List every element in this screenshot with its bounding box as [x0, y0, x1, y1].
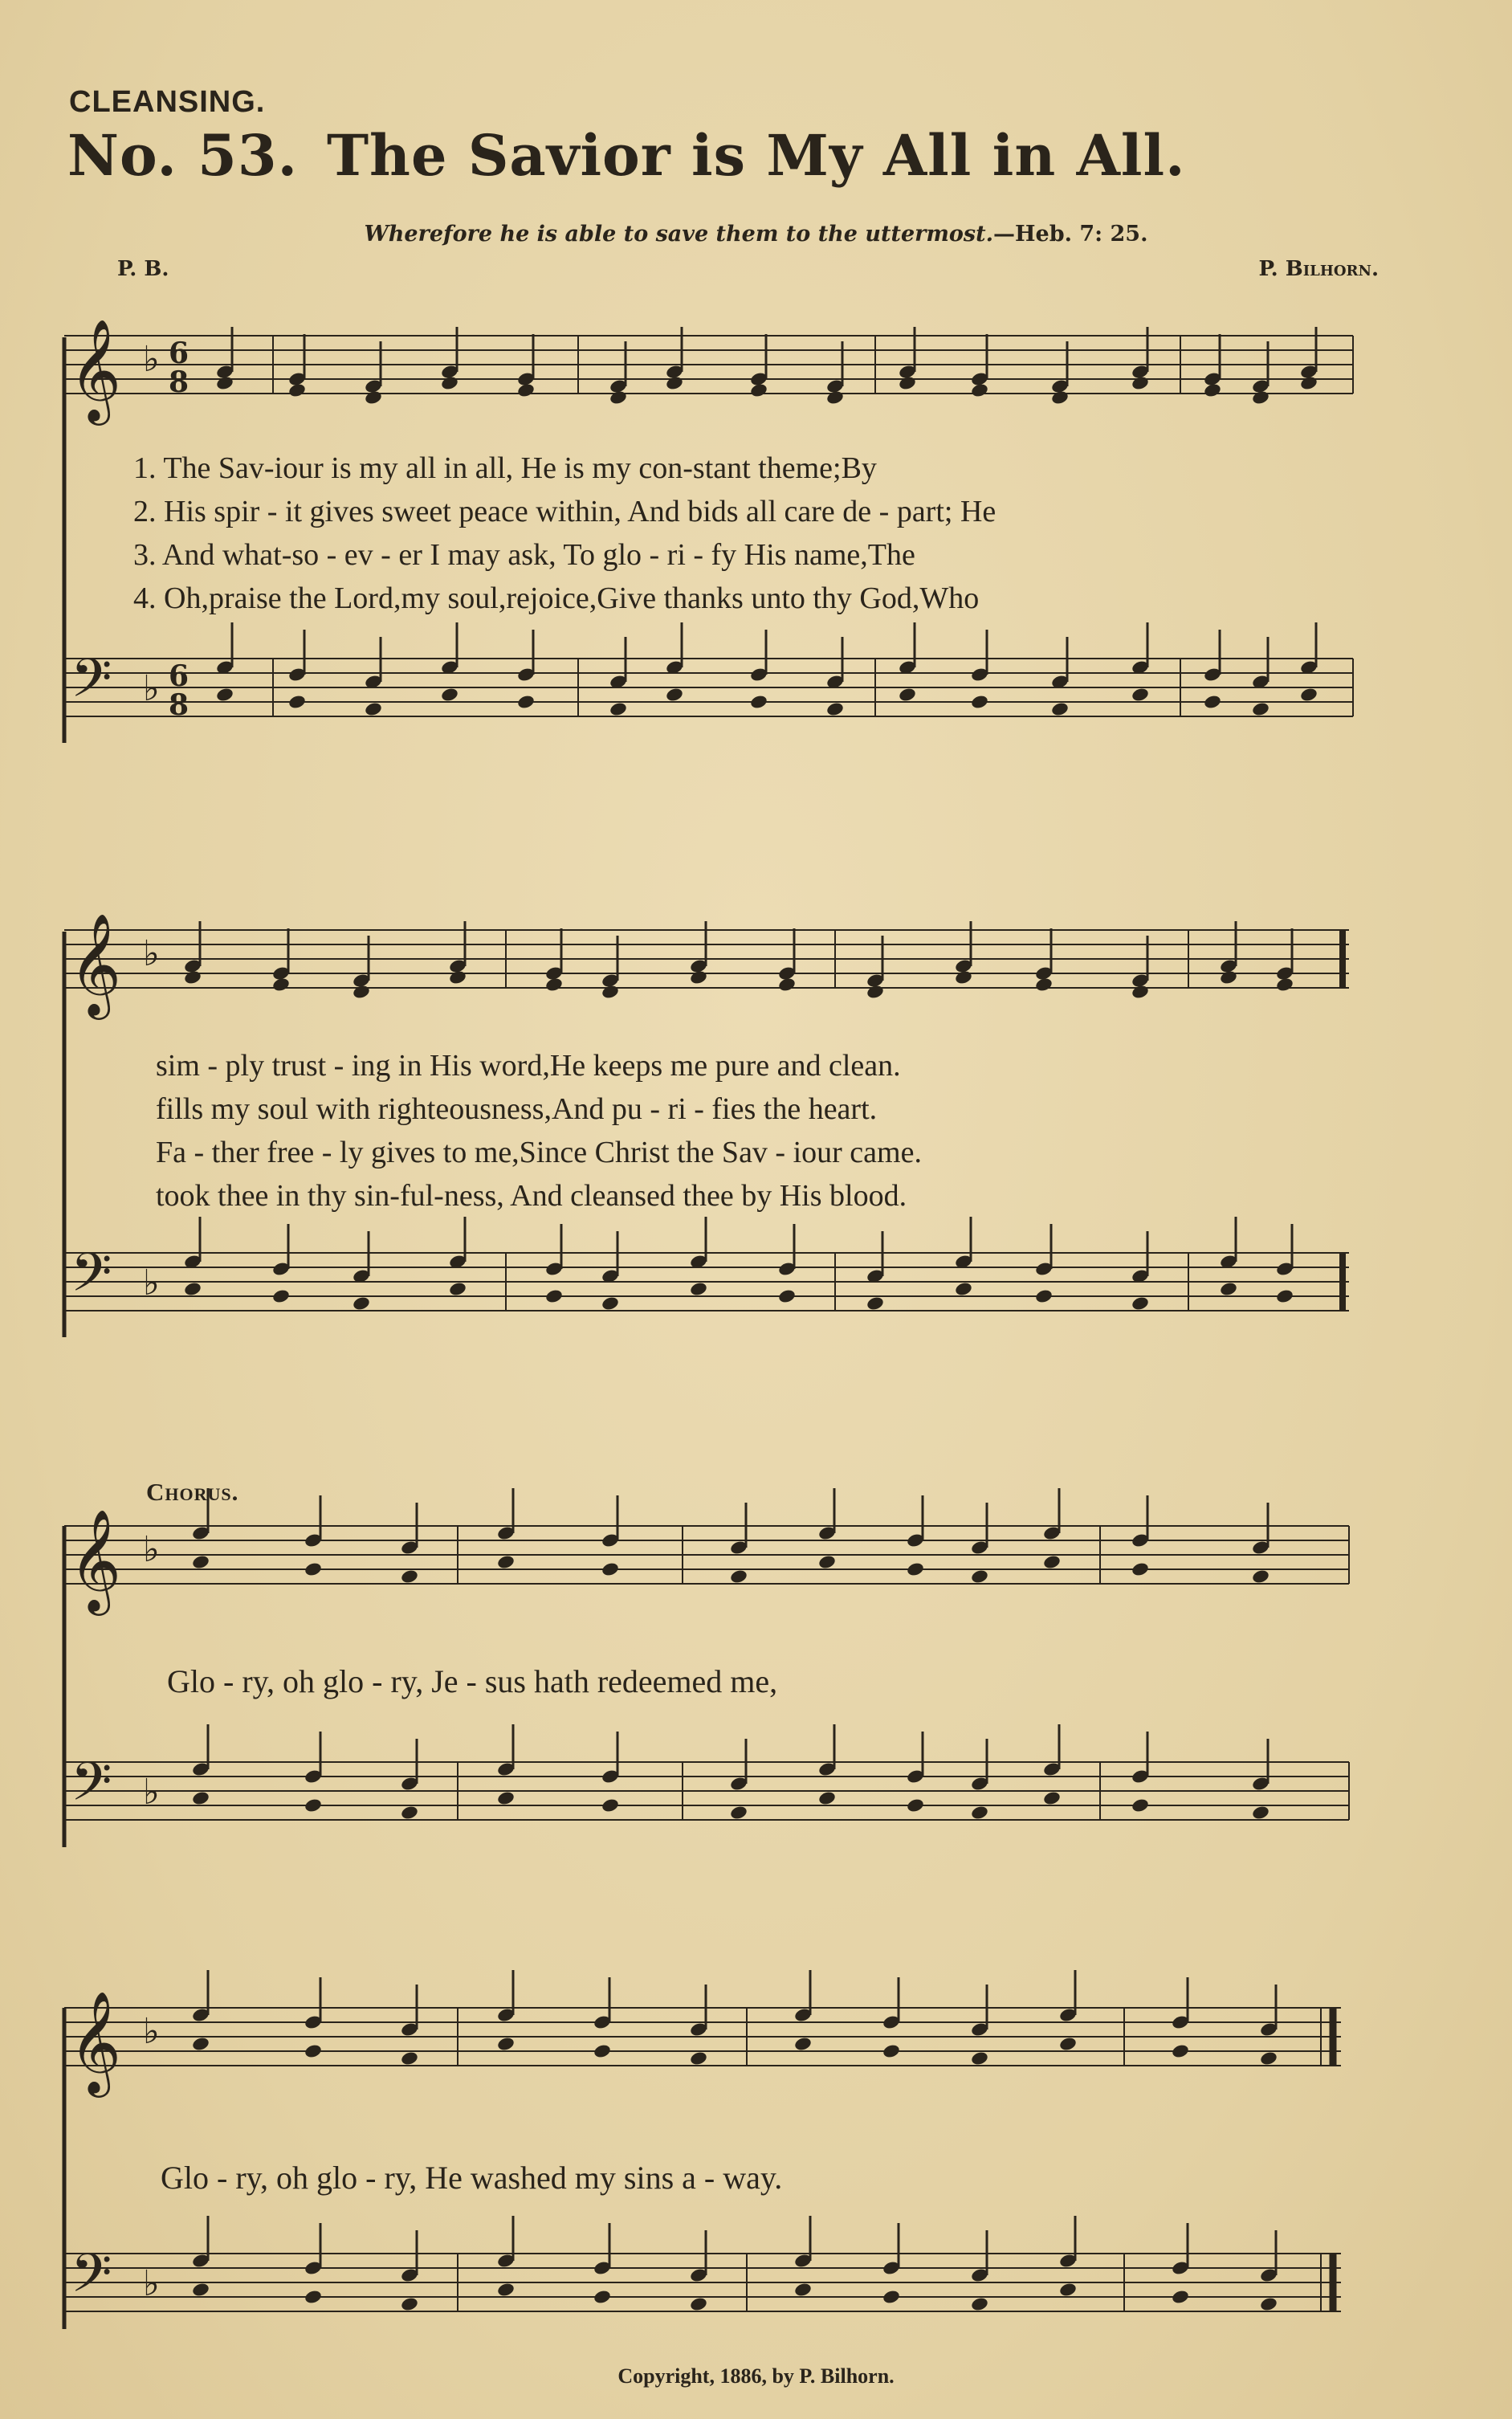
note-head — [665, 687, 684, 703]
note-head — [866, 1295, 885, 1311]
note-head — [1131, 984, 1150, 1000]
verses-system-1 — [133, 447, 996, 620]
bass-clef-icon: 𝄢 — [71, 1751, 112, 1825]
note-head — [898, 687, 917, 703]
treble-clef-icon: 𝄞 — [69, 1508, 122, 1611]
note-head — [440, 375, 459, 391]
note-head — [729, 1568, 748, 1585]
note-head — [1042, 1790, 1062, 1806]
note-head — [183, 969, 202, 985]
bass-clef-icon: 𝄢 — [71, 1242, 112, 1316]
note-head — [689, 2296, 708, 2312]
note-head — [970, 2296, 989, 2312]
note-head — [1203, 694, 1222, 710]
note-head — [496, 2282, 516, 2298]
verse-2-line: 2. His spir - it gives sweet peace within, And bids all care de - part; He — [133, 495, 996, 528]
note-head — [601, 984, 620, 1000]
note-head — [1042, 1554, 1062, 1570]
note-head — [817, 1554, 837, 1570]
key-flat-icon: ♭ — [143, 2011, 160, 2052]
note-head — [777, 1288, 797, 1304]
note-head — [609, 390, 628, 406]
time-signature: 8 — [169, 365, 190, 399]
chorus-line-2: Glo - ry, oh glo - ry, He washed my sins a - way. — [161, 2160, 783, 2196]
note-head — [825, 701, 845, 717]
note-head — [400, 2050, 419, 2066]
note-head — [665, 375, 684, 391]
note-head — [970, 1805, 989, 1821]
note-head — [304, 1561, 323, 1577]
note-head — [191, 1790, 210, 1806]
time-signature: 6 — [169, 337, 190, 370]
note-head — [1251, 390, 1270, 406]
note-head — [749, 694, 768, 710]
verse-3-line: 3. And what-so - ev - er I may ask, To glo - ri - fy His name,The — [133, 538, 915, 572]
copyright-notice: Copyright, 1886, by P. Bilhorn. — [617, 2364, 895, 2388]
note-head — [215, 687, 234, 703]
treble-clef-icon: 𝄞 — [69, 318, 122, 421]
note-head — [1299, 687, 1318, 703]
note-head — [304, 2043, 323, 2059]
note-head — [825, 390, 845, 406]
hymn-number: No. 53. — [67, 122, 298, 189]
note-head — [1131, 1561, 1150, 1577]
note-head — [866, 984, 885, 1000]
note-head — [1131, 375, 1150, 391]
key-flat-icon: ♭ — [143, 1772, 160, 1813]
verses-system-2 — [156, 1044, 922, 1218]
verse-4-line: took thee in thy sin-ful-ness, And cleansed thee by His blood. — [156, 1179, 907, 1213]
note-head — [1275, 977, 1294, 993]
note-head — [793, 2282, 813, 2298]
note-head — [1251, 701, 1270, 717]
note-head — [882, 2289, 901, 2305]
verse-1-line: sim - ply trust - ing in His word,He keeps me pure and clean. — [156, 1049, 901, 1083]
note-head — [1219, 1281, 1238, 1297]
note-head — [906, 1561, 925, 1577]
note-head — [1251, 1568, 1270, 1585]
note-head — [1275, 1288, 1294, 1304]
scripture-reference: —Heb. 7: 25. — [993, 222, 1148, 247]
category-label: CLEANSING. — [69, 85, 266, 119]
note-head — [689, 2050, 708, 2066]
note-head — [970, 2050, 989, 2066]
chorus-line-1: Glo - ry, oh glo - ry, Je - sus hath redeemed me, — [167, 1663, 778, 1699]
note-head — [1259, 2050, 1278, 2066]
note-head — [1203, 382, 1222, 398]
note-head — [448, 1281, 467, 1297]
treble-clef-icon: 𝄞 — [69, 1990, 122, 2093]
note-head — [593, 2289, 612, 2305]
note-head — [817, 1790, 837, 1806]
note-head — [440, 687, 459, 703]
verse-2-line: fills my soul with righteousness,And pu - ri - fies the heart. — [156, 1092, 878, 1126]
note-head — [544, 1288, 564, 1304]
key-flat-icon: ♭ — [143, 1263, 160, 1303]
note-head — [400, 1805, 419, 1821]
note-head — [729, 1805, 748, 1821]
note-head — [1058, 2282, 1078, 2298]
note-head — [287, 694, 307, 710]
note-head — [516, 382, 536, 398]
note-head — [593, 2043, 612, 2059]
chorus-label: Chorus. — [146, 1478, 239, 1506]
note-head — [191, 2036, 210, 2052]
key-flat-icon: ♭ — [143, 2263, 160, 2304]
treble-clef-icon: 𝄞 — [69, 912, 122, 1015]
hymn-title: The Savior is My All in All. — [326, 122, 1186, 189]
note-head — [304, 2289, 323, 2305]
scripture-quote: Wherefore he is able to save them to the uttermost. — [364, 222, 993, 247]
verse-3-line: Fa - ther free - ly gives to me,Since Christ the Sav - iour came. — [156, 1136, 922, 1169]
note-head — [1131, 1295, 1150, 1311]
verse-4-line: 4. Oh,praise the Lord,my soul,rejoice,Give thanks unto thy God,Who — [133, 581, 980, 615]
note-group — [191, 1970, 1278, 2312]
note-head — [1299, 375, 1318, 391]
note-head — [954, 1281, 973, 1297]
music-system-3 — [0, 1494, 1512, 1911]
bass-clef-icon: 𝄢 — [71, 2242, 112, 2317]
note-head — [271, 1288, 291, 1304]
note-head — [1171, 2289, 1190, 2305]
note-head — [1131, 687, 1150, 703]
note-head — [689, 969, 708, 985]
note-head — [601, 1295, 620, 1311]
note-head — [271, 977, 291, 993]
treble-staff — [64, 336, 1353, 394]
note-head — [304, 1797, 323, 1813]
note-head — [400, 2296, 419, 2312]
note-head — [364, 390, 383, 406]
note-head — [191, 1554, 210, 1570]
note-head — [1259, 2296, 1278, 2312]
note-head — [609, 701, 628, 717]
time-signature: 8 — [169, 688, 190, 722]
note-head — [689, 1281, 708, 1297]
note-head — [352, 984, 371, 1000]
note-head — [601, 1561, 620, 1577]
note-head — [544, 977, 564, 993]
note-head — [1058, 2036, 1078, 2052]
note-head — [1034, 1288, 1054, 1304]
note-head — [191, 2282, 210, 2298]
note-head — [352, 1295, 371, 1311]
note-head — [601, 1797, 620, 1813]
hymn-heading — [67, 122, 1185, 189]
key-flat-icon: ♭ — [143, 339, 160, 380]
note-head — [516, 694, 536, 710]
note-head — [1050, 390, 1070, 406]
note-head — [364, 701, 383, 717]
note-head — [1251, 1805, 1270, 1821]
key-flat-icon: ♭ — [143, 668, 160, 709]
note-head — [496, 1554, 516, 1570]
note-head — [970, 694, 989, 710]
note-head — [1131, 1797, 1150, 1813]
verse-1-line: 1. The Sav-iour is my all in all, He is my con-stant theme;By — [133, 451, 877, 485]
note-head — [954, 969, 973, 985]
note-head — [1050, 701, 1070, 717]
key-flat-icon: ♭ — [143, 1529, 160, 1570]
note-head — [496, 2036, 516, 2052]
key-flat-icon: ♭ — [143, 933, 160, 974]
bass-staff — [64, 659, 1353, 716]
note-head — [906, 1797, 925, 1813]
note-group — [191, 1488, 1270, 1821]
scripture-epigraph — [0, 222, 1512, 247]
note-head — [777, 977, 797, 993]
note-head — [882, 2043, 901, 2059]
note-head — [400, 1568, 419, 1585]
note-head — [970, 1568, 989, 1585]
note-head — [1034, 977, 1054, 993]
note-head — [749, 382, 768, 398]
note-head — [793, 2036, 813, 2052]
time-signature: 6 — [169, 659, 190, 693]
note-head — [970, 382, 989, 398]
note-head — [1171, 2043, 1190, 2059]
composer-credit: P. Bilhorn. — [1258, 257, 1379, 281]
note-head — [183, 1281, 202, 1297]
note-head — [215, 375, 234, 391]
note-head — [898, 375, 917, 391]
note-head — [287, 382, 307, 398]
note-head — [1219, 969, 1238, 985]
note-head — [496, 1790, 516, 1806]
note-head — [448, 969, 467, 985]
bass-clef-icon: 𝄢 — [71, 647, 112, 722]
lyricist-credit: P. B. — [117, 257, 169, 281]
